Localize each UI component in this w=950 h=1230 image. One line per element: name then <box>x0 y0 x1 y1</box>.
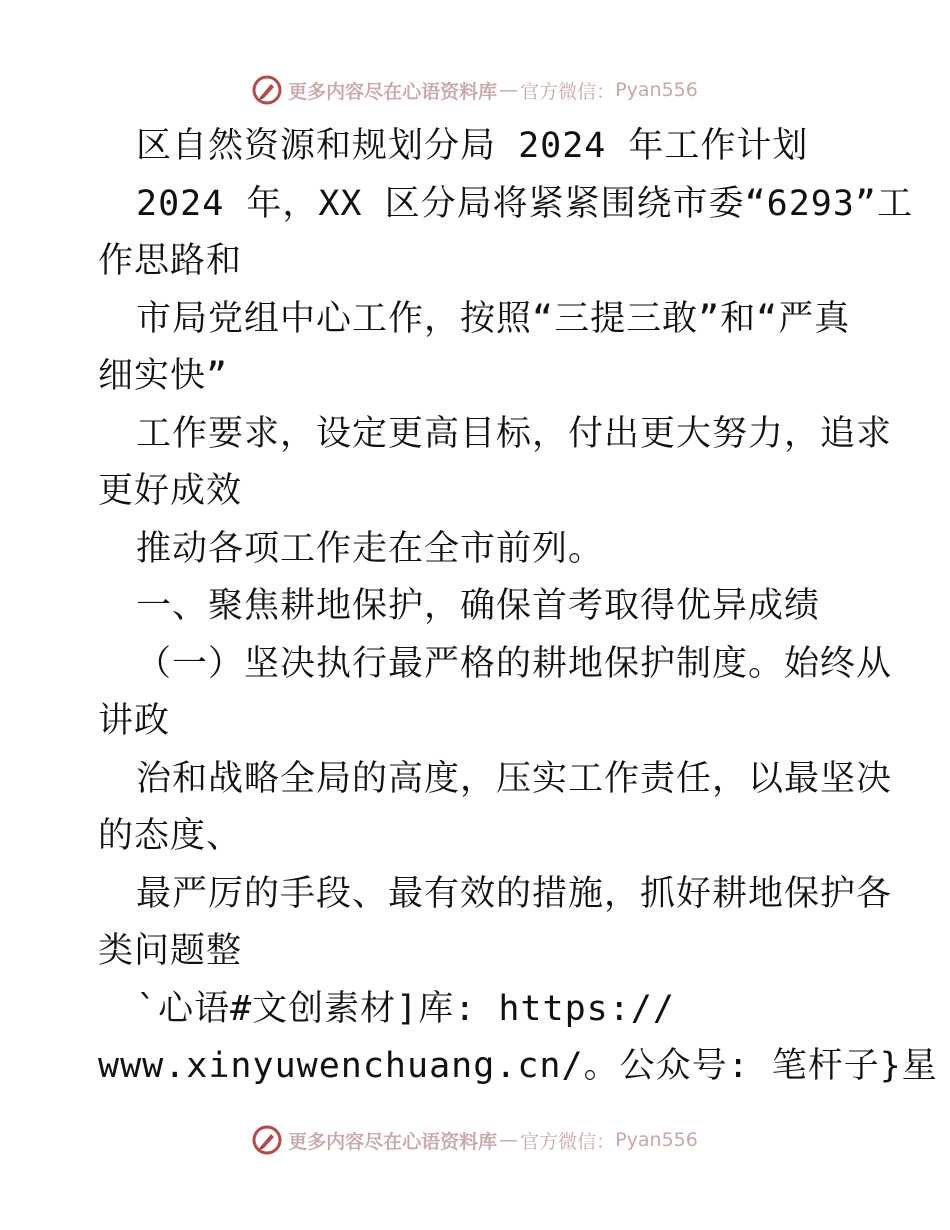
wechat-id: Pyan556 <box>615 79 698 101</box>
footer-banner <box>0 1120 950 1160</box>
wechat-label: 官方微信： <box>520 80 616 103</box>
document-body <box>98 118 938 1096</box>
pen-logo-icon <box>252 75 282 105</box>
banner-text: 更多内容尽在心语资料库 <box>288 1130 498 1153</box>
banner-separator: — <box>499 1129 519 1151</box>
banner-text: 更多内容尽在心语资料库 <box>288 80 498 103</box>
pen-logo-icon <box>252 1125 282 1155</box>
doc-line: 更好成效 <box>98 471 243 511</box>
doc-line: www.xinyuwenchuang.cn/。公众号: 笔杆子}星 <box>98 1046 938 1086</box>
doc-line: （一）坚决执行最严格的耕地保护制度。始终从 <box>136 643 893 684</box>
doc-line: 讲政 <box>98 701 171 741</box>
doc-line: 的态度、 <box>98 816 243 856</box>
wechat-label: 官方微信： <box>520 1130 616 1153</box>
doc-line: 最严厉的手段、最有效的措施，抓好耕地保护各 <box>136 873 893 914</box>
banner-separator: — <box>499 79 519 101</box>
doc-line: `心语#文创素材]库: https:// <box>136 988 675 1029</box>
doc-line: 工作要求，设定更高目标，付出更大努力，追求 <box>136 413 893 454</box>
wechat-id: Pyan556 <box>615 1129 698 1151</box>
doc-line: 类问题整 <box>98 931 243 971</box>
doc-title: 区自然资源和规划分局 2024 年工作计划 <box>136 126 809 166</box>
doc-line: 治和战略全局的高度，压实工作责任，以最坚决 <box>136 758 893 799</box>
doc-line: 市局党组中心工作，按照“三提三敢”和“严真 <box>136 298 851 339</box>
doc-line: 2024 年，XX 区分局将紧紧围绕市委“6293”工 <box>136 183 914 224</box>
header-banner <box>0 70 950 110</box>
doc-line: 作思路和 <box>98 241 243 281</box>
doc-line: 推动各项工作走在全市前列。 <box>136 528 605 569</box>
doc-line: 细实快” <box>98 356 229 396</box>
section-heading: 一、聚焦耕地保护，确保首考取得优异成绩 <box>136 586 821 626</box>
